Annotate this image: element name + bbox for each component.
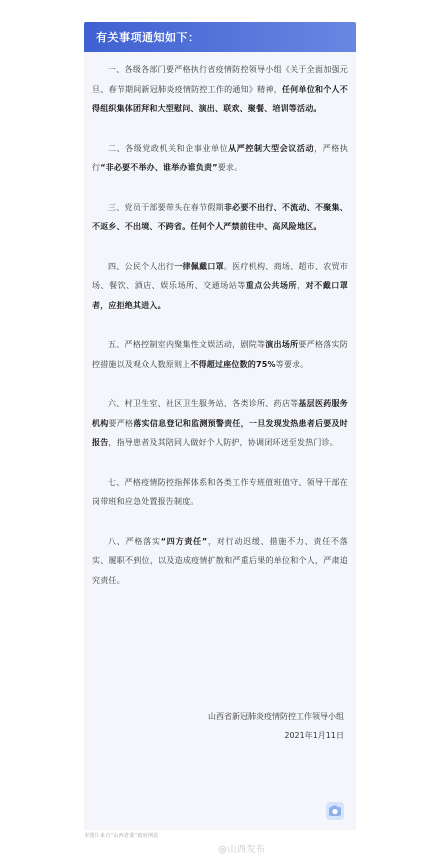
- emphasis-text: 从严控制大型会议活动: [228, 143, 315, 153]
- emphasis-text: 演出场所: [265, 340, 299, 349]
- paragraph-text: ，严格执行: [92, 143, 348, 172]
- paragraph-text: 五、严格控制室内聚集性文娱活动，剧院等: [108, 340, 266, 349]
- paragraph-text: 六、村卫生室、社区卫生服务站、各类诊所、药店等: [108, 399, 299, 408]
- paragraph-text: ，指导患者及其陪同人做好个人防护，协调闭环送至发热门诊。: [108, 438, 339, 447]
- emphasis-text: 一律佩戴口罩: [174, 261, 224, 271]
- notice-paragraph: [92, 60, 348, 119]
- paragraph-text: 要求。: [217, 163, 243, 172]
- notice-sheet: [84, 22, 356, 830]
- notice-paragraph: [92, 335, 348, 374]
- paragraph-text: ，: [297, 281, 306, 290]
- paragraph-text: 要严格: [108, 418, 134, 428]
- signature-date: 2021年1月11日: [284, 731, 344, 740]
- signature-block: [208, 707, 344, 745]
- paragraph-text: 要严格落实防控措施以及观众人数原则上: [92, 340, 348, 369]
- notice-paragraph: [92, 198, 348, 237]
- paragraph-text: ，对行动迟缓、措施不力、责任不落实、履职不到位，以及造成疫情扩散和严重后果的单位和个人，严肃追究责任。: [92, 536, 348, 585]
- watermark-text: @山西发布: [218, 845, 266, 855]
- emphasis-text: 对不戴口罩者，应拒绝其进入。: [92, 281, 348, 310]
- notice-paragraph: [92, 532, 348, 591]
- emphasis-text: 重点公共场所: [245, 281, 298, 290]
- notice-paragraph: [92, 473, 348, 512]
- paragraph-text: 。医疗机构、商场、超市、农贸市场、餐饮、酒店、娱乐场所、交通场站等: [92, 261, 348, 290]
- notice-title: 有关事项通知如下：: [96, 31, 200, 44]
- paragraph-text: 等要求。: [275, 359, 309, 369]
- notice-paragraph: [92, 139, 348, 178]
- paragraph-text: 七、严格疫情防控指挥体系和各类工作专班值班值守、领导干部在岗带班和应急处置报告制度。: [92, 477, 348, 506]
- paragraph-text: 四、公民个人出行: [108, 261, 175, 271]
- paragraph-text: 一、各级各部门要严格执行省疫情防控领导小组《关于全面加强元旦、春节期间新冠肺炎疫情防控工作的通知》精神，: [92, 65, 348, 94]
- notice-paragraph: [92, 394, 348, 453]
- emphasis-text: 非必要不出行、不流动、不聚集、不返乡、不出境、不跨省。任何个人严禁前往中、高风险地区。: [92, 202, 348, 231]
- emphasis-text: 不得超过座位数的75%: [190, 359, 276, 369]
- notice-body: [92, 60, 348, 610]
- paragraph-text: 八、严格落实: [108, 536, 161, 546]
- camera-badge-icon: [326, 802, 344, 820]
- source-note: 本图片来自“山西省委”政府网站: [84, 833, 159, 839]
- emphasis-text: 任何单位和个人不得组织集体团拜和大型慰问、演出、联欢、聚餐、培训等活动。: [92, 84, 348, 113]
- notice-header: [84, 22, 356, 52]
- paragraph-text: 二、各级党政机关和企事业单位: [108, 143, 229, 153]
- paragraph-text: 三、党员干部要带头在春节假期: [108, 202, 224, 212]
- notice-paragraph: [92, 257, 348, 316]
- signature-org: 山西省新冠肺炎疫情防控工作领导小组: [208, 712, 344, 721]
- emphasis-text: 基层医药服务机构: [92, 399, 348, 428]
- emphasis-text: “非必要不举办、谁举办谁负责”: [100, 163, 218, 172]
- emphasis-text: 落实信息登记和监测预警责任，一旦发现发热患者后要及时报告: [92, 418, 348, 447]
- emphasis-text: “四方责任”: [160, 536, 208, 546]
